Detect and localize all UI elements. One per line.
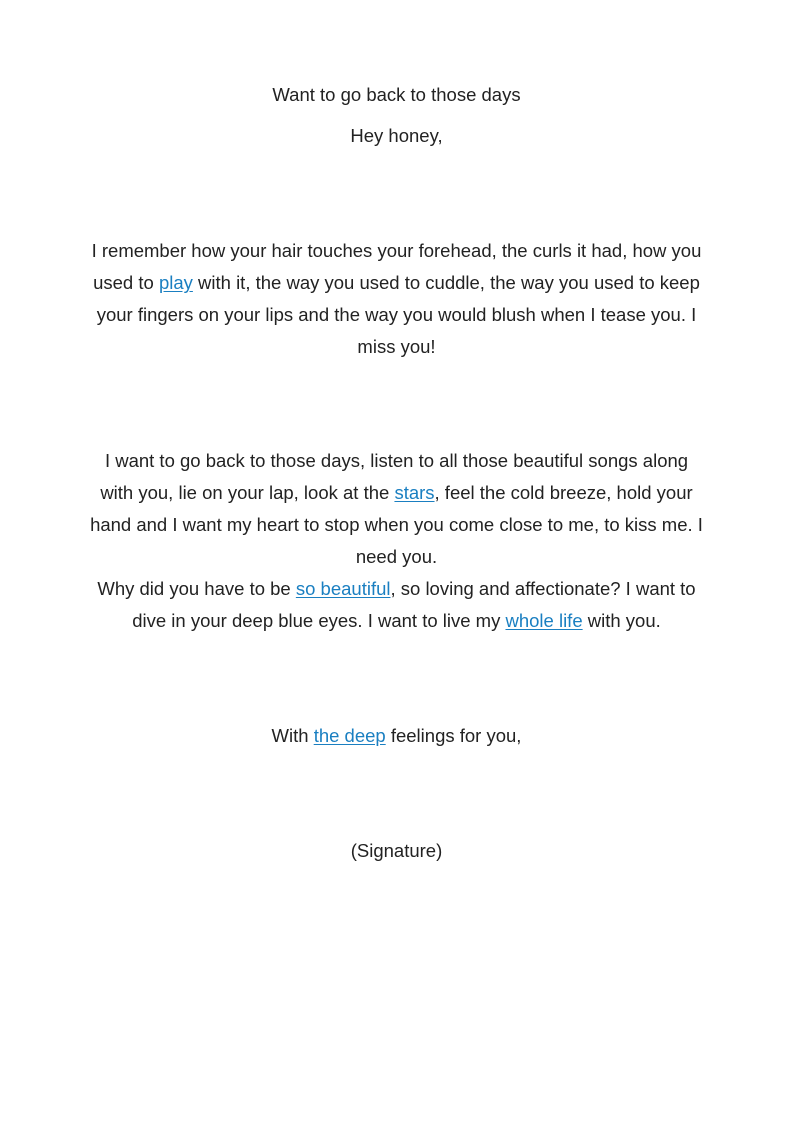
paragraph-2-line-2-text-start: with you, lie on your lap, look at the [100,482,395,503]
play-link[interactable]: play [158,272,193,293]
paragraph-2-line-3: hand and I want my heart to stop when you come close to me, to kiss me. I [90,514,703,535]
paragraph-2-line-2 [0,482,793,504]
paragraph-2-line-5-text-end: , so loving and affectionate? I want to [390,578,696,599]
closing-text-start: With [271,725,314,746]
paragraph-2-line-5 [0,578,793,600]
paragraph-2-line-6 [0,610,793,632]
paragraph-1-line-2-text-end: with it, the way you used to cuddle, the way you used to keep [192,272,700,293]
letter-title: Want to go back to those days [272,84,521,105]
closing-text-end: feelings for you, [385,725,522,746]
paragraph-2-line-5-text-start: Why did you have to be [97,578,296,599]
so-beautiful-link[interactable]: so beautiful [295,578,391,599]
paragraph-2-line-1: I want to go back to those days, listen to all those beautiful songs along [104,450,689,471]
greeting: Hey honey, [350,125,443,146]
paragraph-2-line-4: need you. [355,546,438,567]
paragraph-2-line-6-text-start: dive in your deep blue eyes. I want to live my [132,610,506,631]
paragraph-2-line-6-text-end: with you. [582,610,661,631]
paragraph-1-line-3: your fingers on your lips and the way you would blush when I tease you. I [96,304,697,325]
signature: (Signature) [350,840,443,861]
paragraph-2-line-2-text-end: , feel the cold breeze, hold your [434,482,693,503]
paragraph-1-line-4: miss you! [357,336,436,357]
stars-link[interactable]: stars [394,482,435,503]
whole-life-link[interactable]: whole life [505,610,583,631]
paragraph-1-line-2 [0,272,793,294]
paragraph-1-line-2-text-start: used to [93,272,159,293]
the-deep-link[interactable]: the deep [313,725,386,746]
paragraph-1-line-1: I remember how your hair touches your forehead, the curls it had, how you [91,240,702,261]
closing-line [0,725,793,747]
